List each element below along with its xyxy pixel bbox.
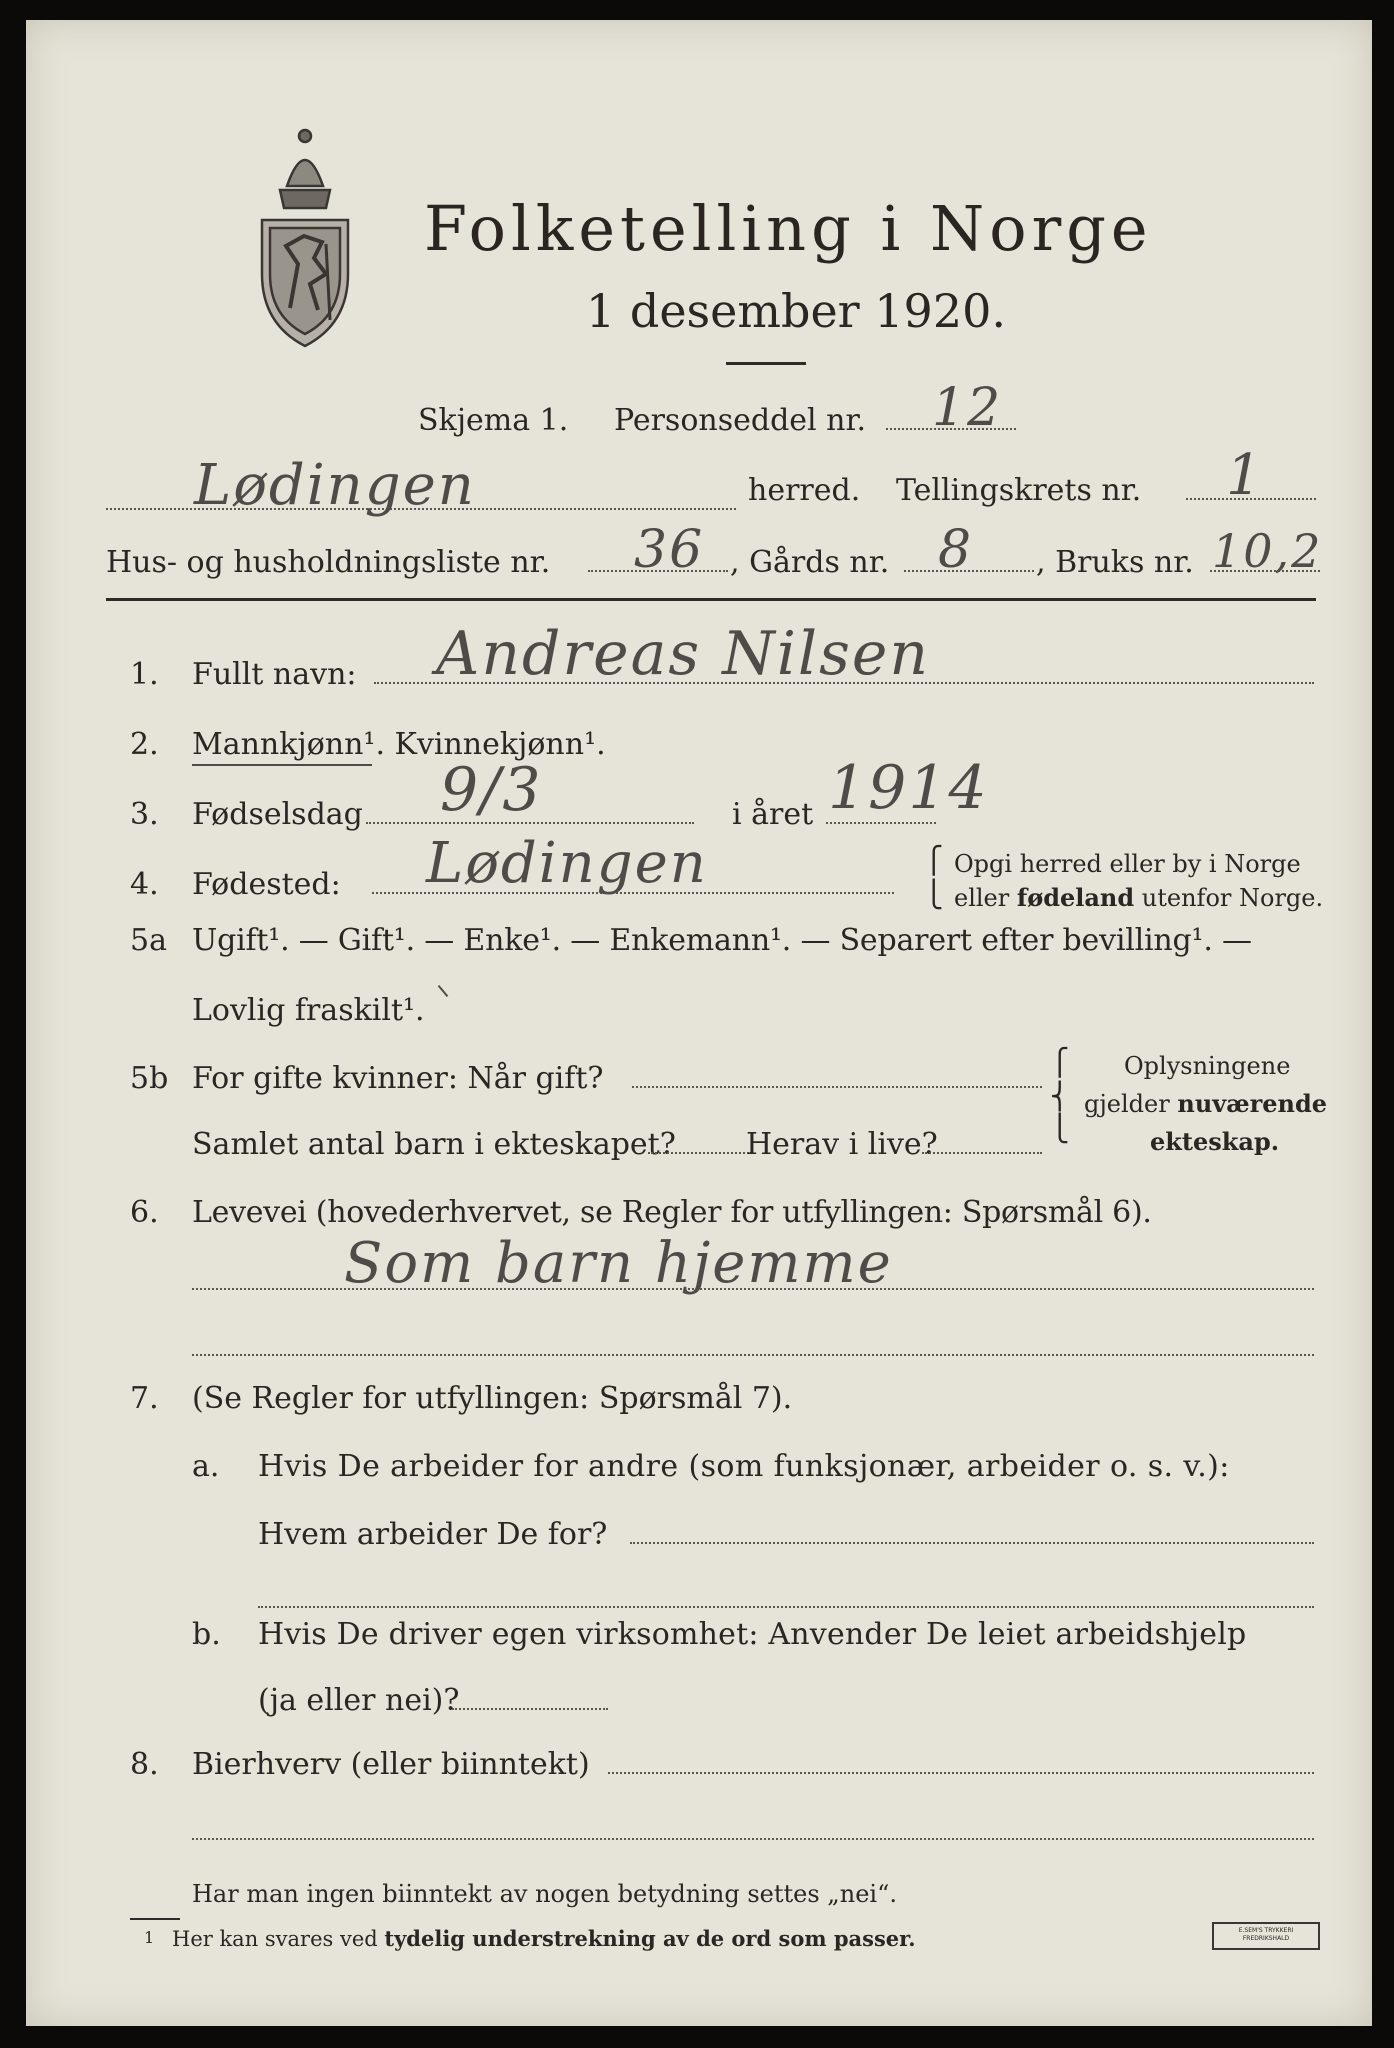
footnote-text <box>172 1928 916 1950</box>
gards-value: 8 <box>938 520 974 580</box>
q5b-note-line3 <box>1150 1127 1280 1156</box>
footnote-text-b: tydelig understrekning av de ord som passer. <box>384 1926 916 1951</box>
q5b-label: For gifte kvinner: Når gift? <box>192 1061 604 1096</box>
coat-of-arms-icon <box>252 124 358 350</box>
title-divider <box>726 362 806 365</box>
q5b-brace: ⎧ <box>1050 1048 1070 1078</box>
q7a-label: Hvis De arbeider for andre (som funksjonær, arbeider o. s. v.): <box>258 1449 1230 1484</box>
q1-label: Fullt navn: <box>192 657 357 692</box>
q4-brace-bottom: ⎩ <box>924 880 944 910</box>
footnote-mark: 1 <box>144 1928 155 1947</box>
herred-label: herred. <box>748 473 861 508</box>
q6-value: Som barn hjemme <box>344 1231 893 1296</box>
q8-dots-1 <box>608 1772 1314 1774</box>
q5b-note-ekteskap: ekteskap. <box>1150 1127 1280 1156</box>
hus-label: Hus- og husholdningsliste nr. <box>106 545 551 580</box>
bruks-value: 10,2 <box>1212 524 1323 578</box>
q5b-live-dots <box>922 1152 1042 1154</box>
q5b-barn-dots <box>648 1152 752 1154</box>
q7b-label: Hvis De driver egen virksomhet: Anvender De leiet arbeidshjelp <box>258 1617 1247 1652</box>
q7a-dots-1 <box>630 1542 1314 1544</box>
q5b-note-gjelder: gjelder <box>1084 1090 1170 1118</box>
q4-label: Fødested: <box>192 867 341 902</box>
printer-stamp-line2: FREDRIKSHALD <box>1242 1935 1290 1942</box>
q5a-number: 5a <box>130 923 167 958</box>
q5b-note-line2 <box>1084 1089 1328 1118</box>
printer-stamp <box>1212 1922 1320 1950</box>
q5a-tick-mark <box>438 985 449 997</box>
herred-value: Lødingen <box>194 453 476 518</box>
tellingskrets-value: 1 <box>1226 443 1264 508</box>
q5a-label-line2: Lovlig fraskilt¹. <box>192 993 425 1028</box>
q5a-label: Ugift¹. — Gift¹. — Enke¹. — Enkemann¹. — Separert efter bevilling¹. — <box>192 923 1252 958</box>
q7b-label-line2: (ja eller nei)? <box>258 1683 460 1718</box>
skjema-label: Skjema 1. <box>418 403 569 438</box>
bruks-label: , Bruks nr. <box>1036 545 1194 580</box>
personseddel-label: Personseddel nr. <box>614 403 867 438</box>
q7b-dots <box>452 1708 608 1710</box>
q4-brace: ⎧ <box>924 846 944 876</box>
q4-note-fodeland: fødeland <box>1016 883 1135 912</box>
q3-number: 3. <box>130 797 159 832</box>
q5b-brace-mid: ⎨ <box>1050 1082 1070 1112</box>
q5b-note-nuvaerende: nuværende <box>1177 1089 1328 1118</box>
q5b-number: 5b <box>130 1061 169 1096</box>
footer-rule <box>130 1918 180 1920</box>
q4-value: Lødingen <box>426 831 708 896</box>
tellingskrets-label: Tellingskrets nr. <box>896 473 1142 508</box>
q2-label: Mannkjønn¹. Kvinnekjønn¹. <box>192 727 606 762</box>
q1-value: Andreas Nilsen <box>436 619 931 689</box>
header-rule <box>106 598 1316 601</box>
q5b-label-line3: Herav i live? <box>746 1127 938 1162</box>
q6-label: Levevei (hovederhvervet, se Regler for utfyllingen: Spørsmål 6). <box>192 1195 1152 1230</box>
q4-note-line1: Opgi herred eller by i Norge <box>954 850 1301 878</box>
q4-note-eller: eller <box>954 884 1010 912</box>
q7a-label-line2: Hvem arbeider De for? <box>258 1517 608 1552</box>
q2-underline <box>192 764 372 766</box>
q3-label: Fødselsdag <box>192 797 363 832</box>
hus-value: 36 <box>634 520 705 580</box>
q5b-label-line2: Samlet antal barn i ekteskapet? <box>192 1127 676 1162</box>
q2-number: 2. <box>130 727 159 762</box>
q3-year-value: 1914 <box>828 753 989 823</box>
q3-day-value: 9/3 <box>440 755 543 825</box>
form-title: Folketelling i Norge <box>424 192 1153 265</box>
printer-stamp-line1: E.SEM'S TRYKKERI <box>1238 1927 1294 1934</box>
q5b-brace-bottom: ⎩ <box>1050 1114 1070 1144</box>
q7-label: (Se Regler for utfyllingen: Spørsmål 7). <box>192 1381 793 1416</box>
q8-label: Bierhverv (eller biinntekt) <box>192 1747 590 1782</box>
q4-note-utenfor: utenfor Norge. <box>1141 884 1324 912</box>
q8-dots-2 <box>192 1838 1314 1840</box>
q5b-note-line1: Oplysningene <box>1124 1052 1291 1080</box>
q3-year-label: i året <box>732 797 814 832</box>
census-form-sheet <box>26 20 1372 2026</box>
personseddel-value: 12 <box>932 378 1003 438</box>
q5b-gift-dots <box>632 1086 1042 1088</box>
q6-dots-2 <box>192 1354 1314 1356</box>
census-date: 1 desember 1920. <box>586 284 1006 338</box>
footer-note: Har man ingen biinntekt av nogen betydning settes „nei“. <box>192 1880 897 1908</box>
q4-number: 4. <box>130 867 159 902</box>
q7-number: 7. <box>130 1381 159 1416</box>
q7a-dots-2 <box>258 1606 1314 1608</box>
q6-number: 6. <box>130 1195 159 1230</box>
q8-number: 8. <box>130 1747 159 1782</box>
footnote-text-a: Her kan svares ved <box>172 1927 378 1951</box>
q7a-letter: a. <box>192 1449 220 1484</box>
q7b-letter: b. <box>192 1617 221 1652</box>
q1-number: 1. <box>130 657 159 692</box>
gards-label: , Gårds nr. <box>730 545 890 580</box>
q4-note-line2 <box>954 883 1324 912</box>
